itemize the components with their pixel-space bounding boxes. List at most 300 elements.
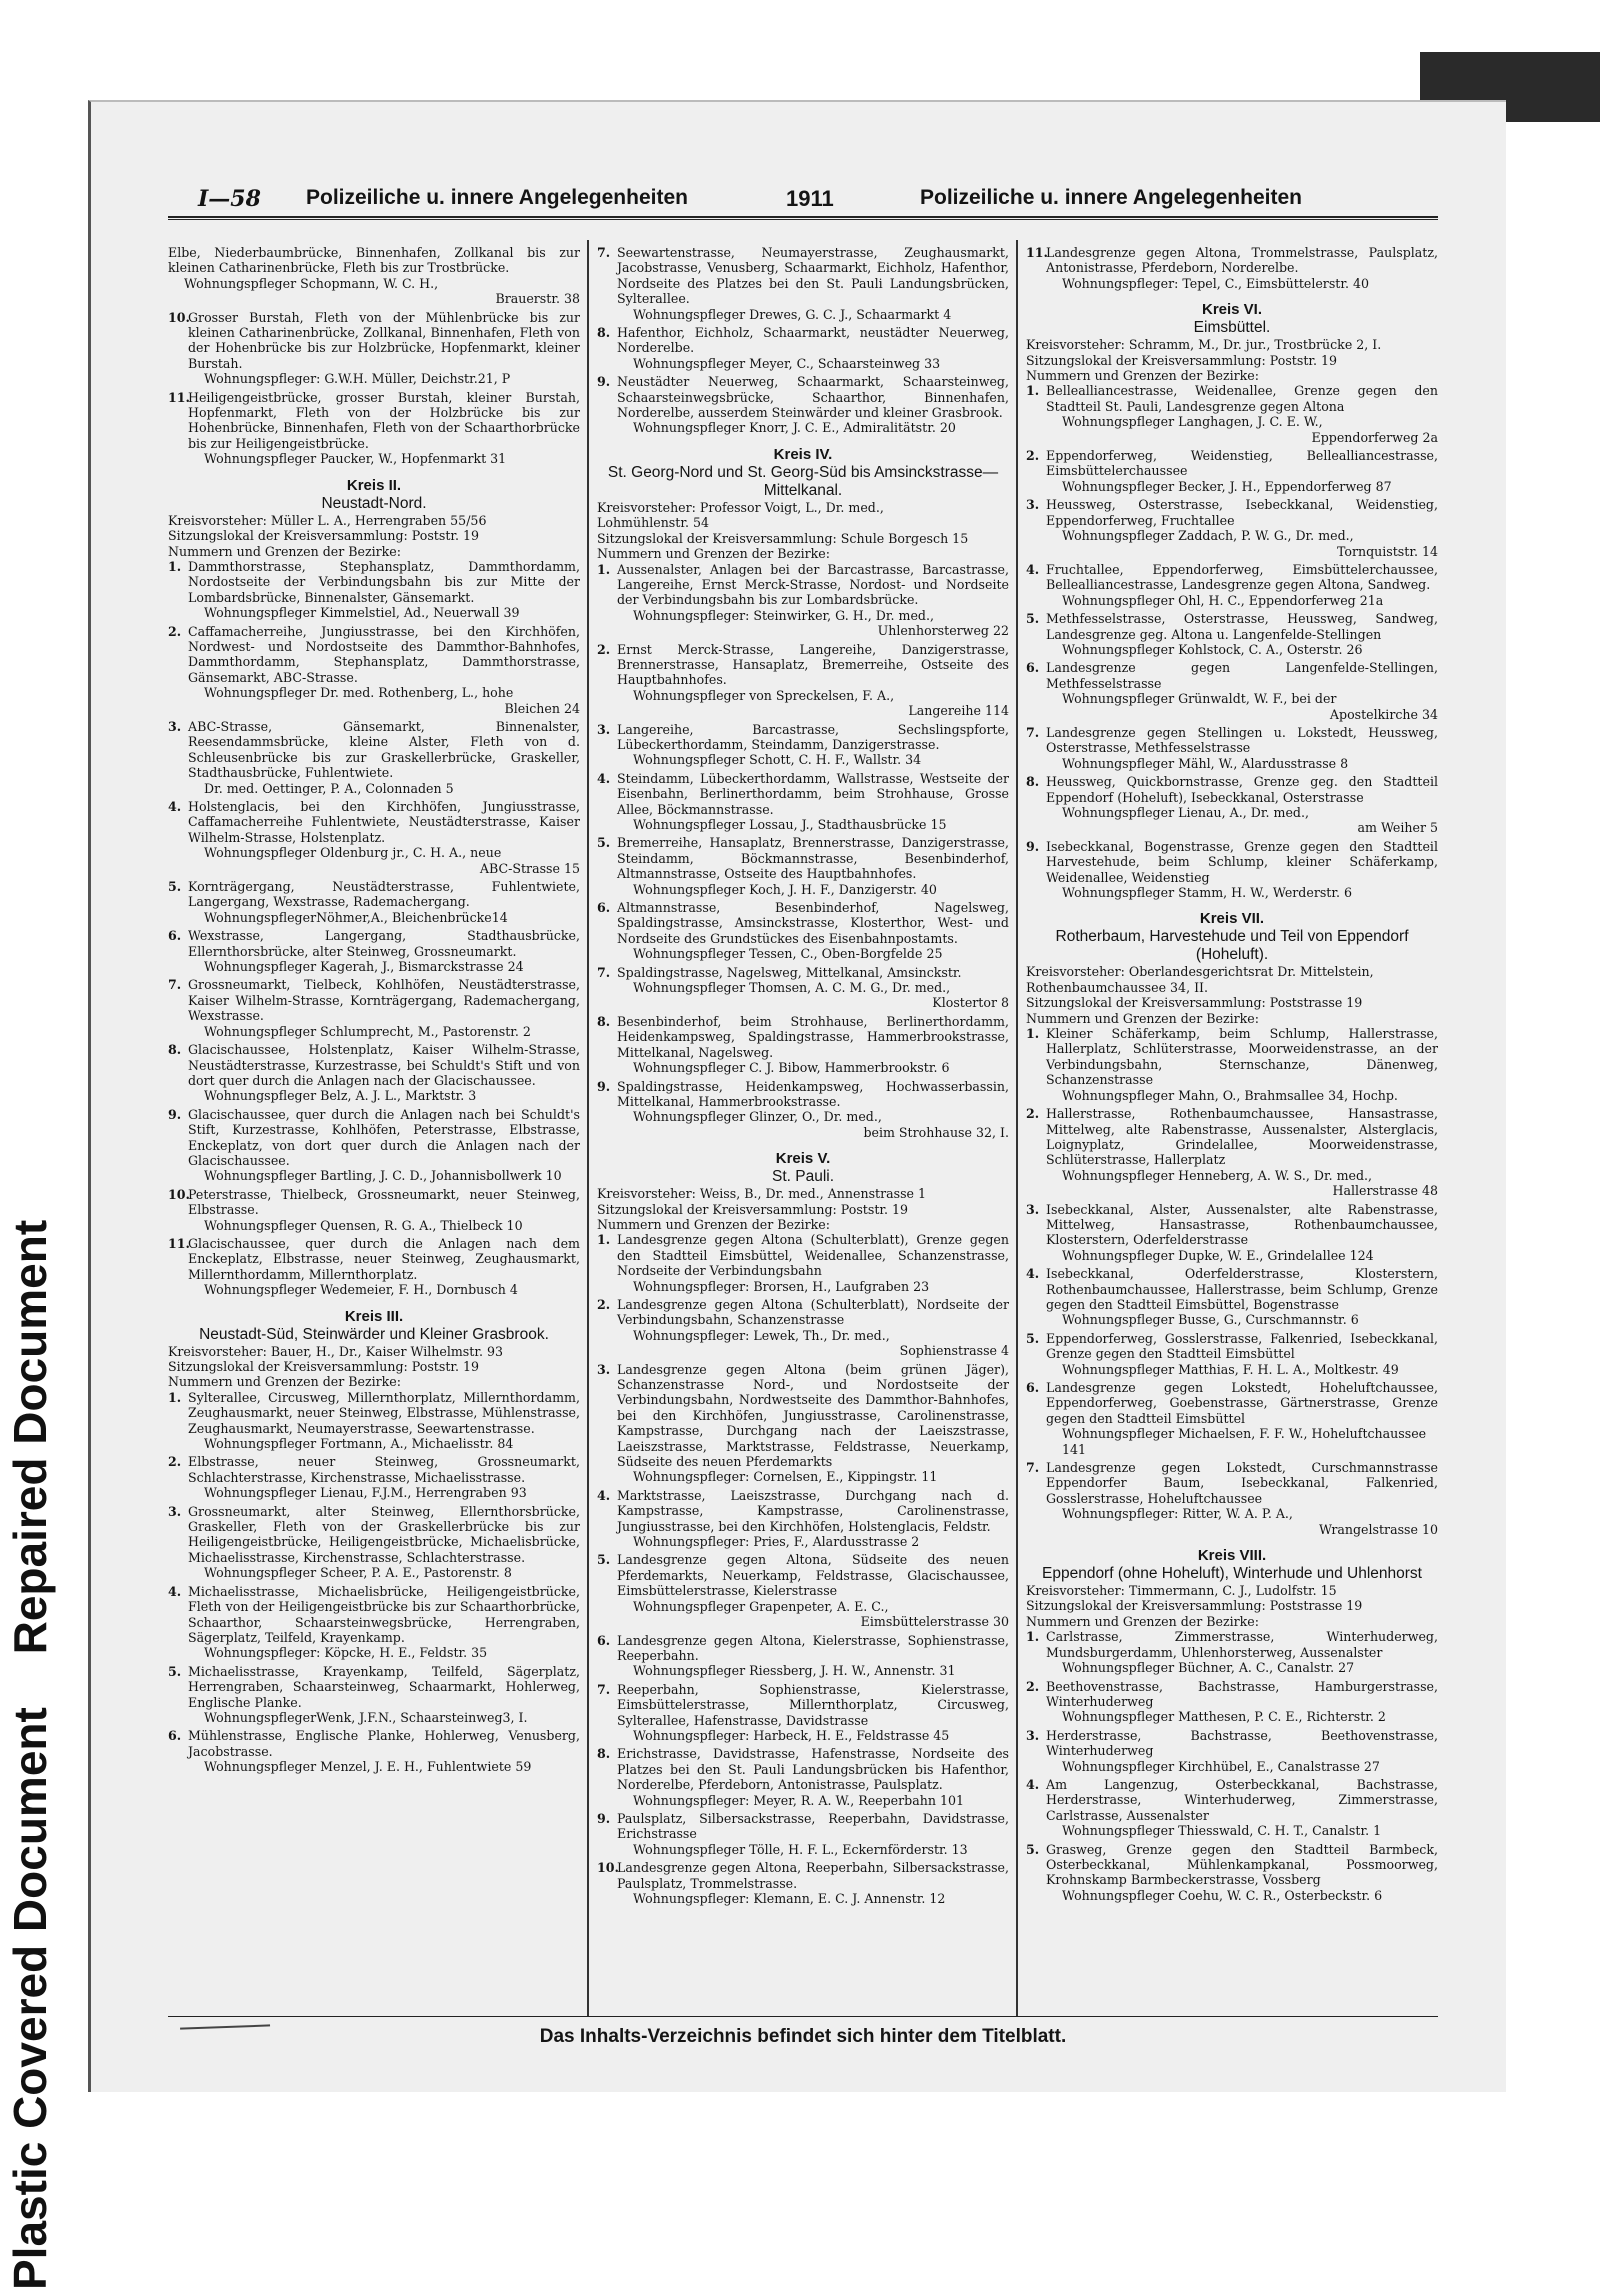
kreis-meta-line: Nummern und Grenzen der Bezirke: [597, 546, 830, 562]
district-number: 6. [1026, 660, 1040, 676]
housing-warden: Wohnungspfleger: Brorsen, H., Laufgraben 23 [633, 1278, 930, 1294]
kreis-meta [168, 513, 580, 559]
housing-warden: Wohnungspfleger Quensen, R. G. A., Thielbeck 10 [204, 1217, 523, 1233]
kreis-meta-line: Rothenbaumchaussee 34, II. [1026, 979, 1209, 995]
district-entry [168, 1107, 580, 1184]
district-boundaries: Kleiner Schäferkamp, beim Schlump, Hallerstrasse, Hallerplatz, Schlüterstrasse, Moorweidenstrasse, an der Verbindungsbahn, Sternschanze, Dänenweg, Schanzenstrasse [1046, 1026, 1438, 1088]
district-boundaries: Carlstrasse, Zimmerstrasse, Winterhuderweg, Mundsburgerdamm, Uhlenhorsterweg, Aussenalster [1046, 1629, 1438, 1660]
kreis-meta [597, 500, 1009, 562]
district-boundaries: Langereihe, Barcastrasse, Sechslingspforte, Lübeckerthordamm, Steindamm, Danzigerstrasse. [617, 721, 1009, 752]
district-number: 7. [597, 1681, 611, 1697]
housing-warden: Wohnungspfleger Mahn, O., Brahmsallee 34, Hochp. [1062, 1087, 1398, 1103]
district-number: 9. [597, 1810, 611, 1826]
kreis-meta [1026, 1583, 1438, 1629]
district-boundaries: Landesgrenze gegen Altona, Trommelstrasse, Paulsplatz, Antonistrasse, Pferdeborn, Norderelbe. [1046, 245, 1438, 276]
district-entry [168, 390, 580, 467]
district-boundaries: Kornträgergang, Neustädterstrasse, Fuhlentwiete, Langergang, Wexstrasse, Rademachergang. [188, 879, 580, 910]
district-entry [1026, 562, 1438, 608]
kreis-title: St. Pauli. [771, 1168, 835, 1186]
district-entry [1026, 1266, 1438, 1328]
district-number: 1. [1026, 1026, 1040, 1042]
warden-address: Klostertor 8 [932, 995, 1009, 1011]
district-boundaries: Mühlenstrasse, Englische Planke, Hohlerweg, Venusberg, Jacobstrasse. [188, 1728, 580, 1759]
district-boundaries: Heiligengeistbrücke, grosser Burstah, kleiner Burstah, Hopfenmarkt, Fleth von der Holzbrücke bis zur Hohenbrücke, Binnenhafen, Fleth von der Schaarthorbrücke bis zur Heiligengeistbrücke. [188, 389, 580, 451]
district-entry [597, 722, 1009, 768]
district-boundaries: Ernst Merck-Strasse, Langereihe, Danzigerstrasse, Brennerstrasse, Hansaplatz, Bremerreihe, Ostseite des Hauptbahnhofes. [617, 641, 1009, 688]
district-boundaries: Landesgrenze gegen Altona, Südseite des neuen Pferdemarkts, Neuerkamp, Feldstrasse, Glacischaussee, Eimsbüttelerstrasse, Kielerstrasse [617, 1552, 1009, 1599]
district-number: 4. [1026, 1776, 1040, 1792]
district-entry [1026, 611, 1438, 657]
housing-warden: Wohnungspfleger Grünwaldt, W. F., bei der [1062, 691, 1337, 707]
housing-warden: Wohnungspfleger Bartling, J. C. D., Johannisbollwerk 10 [204, 1168, 562, 1184]
district-boundaries: Fruchtallee, Eppendorferweg, Eimsbüttelerchaussee, Bellealliancestrasse, Landesgrenze gegen Altona, Sandweg. [1046, 561, 1438, 593]
district-number: 6. [597, 900, 611, 916]
kreis-meta-line: Kreisvorsteher: Schramm, M., Dr. jur., Trostbrücke 2, I. [1026, 337, 1382, 353]
district-boundaries: Besenbinderhof, beim Strohhause, Berlinerthordamm, Heidenkampsweg, Spaldingstrasse, Hammerbrookstrasse, Mittelkanal, Nagelsweg. [617, 1013, 1009, 1060]
district-boundaries: Landesgrenze gegen Altona, Kielerstrasse, Sophienstrasse, Reeperbahn. [617, 1632, 1009, 1663]
district-entry [597, 1811, 1009, 1857]
kreis-title: Neustadt-Süd, Steinwärder und Kleiner Grasbrook. [199, 1325, 549, 1343]
district-entry [597, 1633, 1009, 1679]
district-entry [1026, 1106, 1438, 1198]
district-number: 3. [1026, 497, 1040, 513]
housing-warden: Wohnungspfleger: Ritter, W. A. P. A., [1062, 1506, 1293, 1522]
kreis-heading: Kreis V. [775, 1150, 831, 1168]
housing-warden: Wohnungspfleger Wedemeier, F. H., Dornbusch 4 [204, 1282, 518, 1298]
district-boundaries: Hafenthor, Eichholz, Schaarmarkt, neustädter Neuerweg, Norderelbe. [617, 325, 1009, 356]
warden-address: Sophienstrasse 4 [899, 1343, 1009, 1359]
housing-warden: Wohnungspfleger Paucker, W., Hopfenmarkt 31 [204, 451, 507, 467]
district-boundaries: Holstenglacis, bei den Kirchhöfen, Jungiusstrasse, Caffamacherreihe Fuhlentwiete, Neustädterstrasse, Kaiser Wilhelm-Strasse, Holstenplatz. [188, 799, 580, 845]
district-entry [597, 245, 1009, 322]
housing-warden: Wohnungspfleger Ohl, H. C., Eppendorferweg 21a [1062, 592, 1384, 608]
district-boundaries: Hallerstrasse, Rothenbaumchaussee, Hansastrasse, Mittelweg, alte Rabenstrasse, Aussenalster, Alsterglacis, Loignyplatz, Grindelallee, Moorweidenstrasse, Schlüterstrasse, Hallerplatz [1046, 1106, 1438, 1168]
district-boundaries: Marktstrasse, Laeiszstrasse, Durchgang nach d. Kampstrasse, Kampstrasse, Carolinenstrasse, Jungiusstrasse, bei den Kirchhöfen, Holstenglacis, Feldstr. [617, 1487, 1009, 1534]
district-entry [597, 1297, 1009, 1359]
side-label-text-1: Plastic Covered Document [4, 1707, 56, 2290]
district-boundaries: Glacischaussee, Holstenplatz, Kaiser Wilhelm-Strasse, Neustädterstrasse, Kurzestrasse, bei Schuldt's Stift und von dort quer durch die Anlagen nach der Glacischaussee. [188, 1042, 580, 1088]
housing-warden: Wohnungspfleger Scheer, P. A. E., Pastorenstr. 8 [204, 1565, 512, 1581]
housing-warden: Wohnungspfleger Tessen, C., Oben-Borgfelde 25 [633, 946, 943, 962]
district-boundaries: Eppendorferweg, Gosslerstrasse, Falkenried, Isebeckkanal, Grenze gegen den Stadtteil Eimsbüttel [1046, 1330, 1438, 1362]
district-number: 2. [597, 1296, 611, 1312]
footer-note: Das Inhalts-Verzeichnis befindet sich hinter dem Titelblatt. [539, 2026, 1067, 2047]
kreis-meta-line: Nummern und Grenzen der Bezirke: [597, 1216, 830, 1232]
housing-warden: Wohnungspfleger Lossau, J., Stadthausbrücke 15 [633, 817, 947, 832]
district-entry [1026, 725, 1438, 771]
header-rule-thin [168, 219, 1438, 220]
district-entry [1026, 497, 1438, 559]
district-number: 9. [1026, 838, 1040, 854]
housing-warden: Wohnungspfleger Lienau, A., Dr. med., [1062, 805, 1309, 820]
district-entry [1026, 1728, 1438, 1774]
kreis-meta-line: Nummern und Grenzen der Bezirke: [1026, 368, 1259, 384]
district-number: 11. [168, 1235, 190, 1251]
district-boundaries: Elbe, Niederbaumbrücke, Binnenhafen, Zollkanal bis zur kleinen Catharinenbrücke, Fleth bis zur Trostbrücke. [168, 245, 580, 276]
district-boundaries: Landesgrenze gegen Lokstedt, Curschmannstrasse Eppendorfer Baum, Isebeckkanal, Falkenried, Gosslerstrasse, Hoheluftchaussee [1046, 1460, 1438, 1506]
column-1 [168, 245, 580, 2015]
housing-warden: Wohnungspfleger Lienau, F.J.M., Herrengraben 93 [204, 1485, 527, 1501]
housing-warden: Wohnungspfleger Coehu, W. C. R., Osterbeckstr. 6 [1062, 1887, 1383, 1903]
district-number: 10. [168, 1186, 190, 1202]
district-boundaries: Michaelisstrasse, Krayenkamp, Teilfeld, Sägerplatz, Herrengraben, Schaarsteinweg, Schaarmarkt, Hohlerweg, Englische Planke. [188, 1663, 580, 1710]
district-entry [597, 1860, 1009, 1906]
housing-warden: Wohnungspfleger Busse, G., Curschmannstr. 6 [1062, 1312, 1359, 1328]
district-boundaries: Altmannstrasse, Besenbinderhof, Nagelsweg, Spaldingstrasse, Amsinckstrasse, Klosterthor, West- und Nordseite des Grundstückes des Eisenbahnpostamts. [617, 900, 1009, 946]
kreis-heading: Kreis VIII. [1197, 1547, 1267, 1565]
district-entry [597, 562, 1009, 639]
district-entry [597, 1488, 1009, 1550]
district-entry [597, 374, 1009, 436]
housing-warden: Wohnungspfleger: Tepel, C., Eimsbüttelerstr. 40 [1062, 275, 1370, 291]
district-boundaries: Steindamm, Lübeckerthordamm, Wallstrasse, Westseite der Eisenbahn, Berlinerthordamm, beim Strohhause, Grosse Allee, Böckmannstrasse. [617, 770, 1009, 817]
housing-warden: Wohnungspfleger Henneberg, A. W. S., Dr. med., [1062, 1167, 1373, 1183]
district-number: 7. [597, 245, 611, 260]
district-entry [1026, 839, 1438, 901]
district-number: 5. [1026, 1841, 1040, 1857]
district-boundaries: Spaldingstrasse, Nagelsweg, Mittelkanal, Amsinckstr. [617, 964, 962, 980]
district-entry [1026, 383, 1438, 445]
district-number: 4. [168, 1583, 182, 1599]
housing-warden: WohnungspflegerWenk, J.F.N., Schaarsteinweg3, I. [204, 1709, 528, 1725]
district-boundaries: Bellealliancestrasse, Weidenallee, Grenze gegen den Stadtteil St. Pauli, Landesgrenze gegen Altona [1046, 383, 1438, 414]
kreis-meta-line: Sitzungslokal der Kreisversammlung: Poststr. 19 [1026, 352, 1338, 368]
housing-warden: Wohnungspfleger Riessberg, J. H. W., Annenstr. 31 [633, 1663, 956, 1679]
column-3 [1026, 245, 1438, 2015]
district-boundaries: Seewartenstrasse, Neumayerstrasse, Zeughausmarkt, Jacobstrasse, Venusberg, Schaarmarkt, Eichholz, Hafenthor, Nordseite des Platzes bei den St. Pauli Landungsbrücken, Sylterallee. [617, 245, 1009, 307]
kreis-meta-line: Kreisvorsteher: Professor Voigt, L., Dr. med., [597, 499, 884, 515]
housing-warden: Wohnungspfleger Matthesen, P. C. E., Richterstr. 2 [1062, 1709, 1386, 1725]
district-number: 7. [597, 964, 611, 980]
page-header [110, 186, 1340, 214]
district-number: 11. [1026, 245, 1048, 260]
district-boundaries: Landesgrenze gegen Altona (beim grünen Jäger), Schanzenstrasse Nord-, und Nordostseite der Verbindungsbahn, Nordwestseite des Dammthor-Bahnhofes, bei den Kirchhöfen, Jungiusstrasse, Carolinenstrasse, Kampstrasse, Durchgang nach der Laeiszstrasse, Laeiszstrasse, Marktstrasse, Feldstrasse, Neuerkamp, Südseite des neuen Pferdemarkts [617, 1361, 1009, 1470]
district-boundaries: ABC-Strasse, Gänsemarkt, Binnenalster, Reesendammsbrücke, kleine Alster, Fleth von d. Schleusenbrücke bis zur Graskellerbrücke, Graskeller, Stadthausbrücke, Fuhlentwiete. [188, 718, 580, 781]
housing-warden: Wohnungspfleger Matthias, F. H. L. A., Moltkestr. 49 [1062, 1361, 1399, 1377]
district-entry [168, 1042, 580, 1104]
district-number: 9. [597, 1078, 611, 1094]
kreis-meta-line: Kreisvorsteher: Timmermann, C. J., Ludolfstr. 15 [1026, 1583, 1337, 1599]
district-entry [597, 1232, 1009, 1294]
district-entry [168, 977, 580, 1039]
district-boundaries: Sylterallee, Circusweg, Millernthorplatz, Millernthordamm, Zeughausmarkt, neuer Steinweg, Elbstrasse, Mühlenstrasse, Zeughausmarkt, Neumayerstrasse, Seewartenstrasse. [188, 1389, 580, 1436]
district-number: 3. [597, 721, 611, 737]
district-entry [1026, 448, 1438, 494]
district-number: 5. [168, 879, 182, 895]
district-entry [168, 1236, 580, 1298]
district-number: 6. [168, 928, 182, 944]
housing-warden: Wohnungspfleger: Lewek, Th., Dr. med., [633, 1327, 890, 1343]
district-entry [168, 624, 580, 716]
page-number: I—58 [198, 186, 261, 212]
district-entry [1026, 1202, 1438, 1264]
housing-warden: Wohnungspfleger Mähl, W., Alardusstrasse 8 [1062, 755, 1349, 771]
district-number: 3. [168, 1503, 182, 1519]
district-entry [597, 1682, 1009, 1744]
kreis-meta-line: Sitzungslokal der Kreisversammlung: Poststrasse 19 [1026, 1598, 1363, 1614]
district-entry [168, 1454, 580, 1500]
district-entry [1026, 1460, 1438, 1537]
district-boundaries: Paulsplatz, Silbersackstrasse, Reeperbahn, Davidstrasse, Erichstrasse [617, 1810, 1009, 1842]
kreis-meta-line: Sitzungslokal der Kreisversammlung: Poststr. 19 [168, 528, 480, 544]
district-number: 6. [168, 1728, 182, 1744]
kreis-meta [597, 1186, 1009, 1232]
district-number: 8. [597, 325, 611, 341]
kreis-meta-line: Sitzungslokal der Kreisversammlung: Poststr. 19 [168, 1359, 480, 1374]
district-boundaries: Erichstrasse, Davidstrasse, Hafenstrasse, Nordseite des Platzes bei den St. Pauli Landungsbrücken bis Hafenthor, Norderelbe, Pferdeborn, Antonistrasse, Paulsplatz. [617, 1746, 1009, 1793]
side-label-text-2: Repaired Document [4, 1219, 56, 1655]
housing-warden: Wohnungspfleger Belz, A. J. L., Marktstr. 3 [204, 1088, 477, 1104]
district-entry [1026, 1777, 1438, 1839]
kreis-meta-line: Nummern und Grenzen der Bezirke: [1026, 1010, 1259, 1026]
kreis-heading: Kreis VII. [1199, 910, 1265, 928]
housing-warden: Wohnungspfleger Glinzer, O., Dr. med., [633, 1109, 882, 1125]
district-boundaries: Elbstrasse, neuer Steinweg, Grossneumarkt, Schlachterstrasse, Kirchenstrasse, Michaelisstrasse. [188, 1454, 580, 1485]
district-boundaries: Landesgrenze gegen Altona, Reeperbahn, Silbersackstrasse, Paulsplatz, Trommelstrasse. [617, 1860, 1009, 1891]
district-entry [1026, 1380, 1438, 1457]
district-boundaries: Peterstrasse, Thielbeck, Grossneumarkt, neuer Steinweg, Elbstrasse. [188, 1186, 580, 1218]
district-boundaries: Spaldingstrasse, Heidenkampsweg, Hochwasserbassin, Mittelkanal, Hammerbrookstrasse. [617, 1078, 1009, 1109]
district-number: 11. [168, 389, 190, 405]
district-entry [597, 642, 1009, 719]
warden-address: ABC-Strasse 15 [479, 860, 580, 876]
district-number: 7. [1026, 1460, 1040, 1476]
housing-warden: Wohnungspfleger: Steinwirker, G. H., Dr. med., [633, 607, 934, 623]
district-entry [597, 1552, 1009, 1629]
warden-address: Eppendorferweg 2a [1311, 429, 1438, 445]
warden-address: Uhlenhorsterweg 22 [877, 623, 1009, 639]
district-number: 6. [597, 1632, 611, 1648]
warden-address: Bleichen 24 [504, 700, 580, 716]
district-entry [1026, 1026, 1438, 1103]
district-number: 5. [168, 1663, 182, 1679]
housing-warden: Wohnungspfleger Oldenburg jr., C. H. A., neue [204, 845, 502, 861]
district-number: 3. [1026, 1727, 1040, 1743]
district-boundaries: Grossneumarkt, Tielbeck, Kohlhöfen, Neustädterstrasse, Kaiser Wilhelm-Strasse, Kornträgergang, Rademachergang, Wexstrasse. [188, 977, 580, 1024]
kreis-heading: Kreis II. [346, 476, 402, 494]
housing-warden: Wohnungspfleger Kagerah, J., Bismarckstrasse 24 [204, 959, 524, 975]
district-boundaries: Glacischaussee, quer durch die Anlagen nach bei Schuldt's Stift, Kurzestrasse, Kohlhöfen, Peterstrasse, Elbstrasse, Enckeplatz, von dort quer durch die Anlagen nach der Glacischaussee. [188, 1106, 580, 1168]
district-number: 4. [1026, 561, 1040, 577]
kreis-title: Rotherbaum, Harvestehude und Teil von Eppendorf (Hoheluft). [1055, 928, 1409, 964]
kreis-heading: Kreis IV. [773, 445, 833, 463]
district-boundaries: Michaelisstrasse, Michaelisbrücke, Heiligengeistbrücke, Fleth von der Heiligengeistbrücke bis zur Schaarthorbrücke, Schaarthor, Schaarsteinwegsbrücke, Herrengraben, Sägerplatz, Teilfeld, Krayenkamp. [188, 1583, 580, 1645]
district-number: 1. [1026, 1629, 1040, 1645]
district-boundaries: Isebeckkanal, Alster, Aussenalster, alte Rabenstrasse, Mittelweg, Hansastrasse, Rothenbaumchaussee, Klosterstern, Oderfelderstrasse [1046, 1201, 1438, 1248]
district-number: 8. [597, 1013, 611, 1029]
district-entry [168, 1187, 580, 1233]
district-number: 5. [1026, 1330, 1040, 1346]
district-boundaries: Isebeckkanal, Bogenstrasse, Grenze gegen den Stadtteil Harvestehude, beim Schlump, kleiner Schäferkamp, Weidenallee, Weidenstieg [1046, 838, 1438, 885]
district-number: 5. [597, 835, 611, 851]
district-number: 10. [168, 309, 190, 325]
housing-warden: Wohnungspfleger: Köpcke, H. E., Feldstr. 35 [204, 1645, 488, 1661]
housing-warden: Wohnungspfleger Grapenpeter, A. E. C., [633, 1598, 889, 1614]
district-entry [168, 1664, 580, 1726]
district-entry [168, 719, 580, 796]
district-boundaries: Neustädter Neuerweg, Schaarmarkt, Schaarsteinweg, Schaarsteinwegsbrücke, Schaarthor, Binnenhafen, Norderelbe, ausserdem Steinwärder und kleiner Grasbrook. [617, 374, 1009, 421]
district-number: 2. [168, 623, 182, 639]
housing-warden: Wohnungspfleger: Harbeck, H. E., Feldstrasse 45 [633, 1727, 950, 1743]
footer-rule [168, 2016, 1438, 2017]
district-number: 1. [168, 558, 182, 574]
district-boundaries: Methfesselstrasse, Osterstrasse, Heussweg, Sandweg, Landesgrenze geg. Altona u. Langenfelde-Stellingen [1046, 611, 1438, 642]
district-boundaries: Caffamacherreihe, Jungiusstrasse, bei den Kirchhöfen, Nordwest- und Nordostseite des Dammthor-Bahnhofes, Dammthordamm, Stephansplatz, Dammthorstrasse, Gänsemarkt, ABC-Strasse. [188, 623, 580, 685]
kreis-meta [1026, 337, 1438, 383]
district-number: 1. [168, 1389, 182, 1405]
district-number: 3. [597, 1361, 611, 1377]
district-entry [597, 900, 1009, 962]
district-number: 2. [1026, 448, 1040, 464]
header-right-title: Polizeiliche u. innere Angelegenheiten [920, 186, 1302, 209]
district-number: 8. [1026, 774, 1040, 790]
housing-warden: Wohnungspfleger: Cornelsen, E., Kippingstr. 11 [633, 1469, 938, 1485]
warden-address: Apostelkirche 34 [1329, 706, 1438, 722]
district-number: 1. [597, 561, 611, 577]
district-boundaries: Glacischaussee, quer durch die Anlagen nach dem Enckeplatz, Elbstrasse, neuer Steinweg, Zeughausmarkt, Millernthordamm, Millernthorplatz. [188, 1235, 580, 1282]
housing-warden: Wohnungspfleger Thomsen, A. C. M. G., Dr. med., [633, 980, 951, 996]
housing-warden: Wohnungspfleger Thiesswald, C. H. T., Canalstr. 1 [1062, 1823, 1382, 1839]
housing-warden: Wohnungspfleger: Pries, F., Alardusstrasse 2 [633, 1534, 920, 1550]
district-boundaries: Landesgrenze gegen Altona (Schulterblatt), Nordseite der Verbindungsbahn, Schanzenstrasse [617, 1296, 1009, 1328]
district-entry [597, 325, 1009, 371]
district-number: 6. [1026, 1380, 1040, 1395]
district-boundaries: Grosser Burstah, Fleth von der Mühlenbrücke bis zur kleinen Catharinenbrücke, Zollkanal, Binnenhafen, Fleth von der Hohenbrücke bis zur Holzbrücke, Hopfenmarkt, kleiner Burstah. [188, 309, 580, 371]
housing-warden: Wohnungspfleger Becker, J. H., Eppendorferweg 87 [1062, 478, 1392, 494]
district-number: 2. [1026, 1106, 1040, 1122]
district-number: 4. [1026, 1266, 1040, 1282]
warden-address: Langereihe 114 [908, 703, 1009, 719]
district-entry [168, 879, 580, 925]
district-number: 8. [597, 1746, 611, 1762]
district-boundaries: Landesgrenze gegen Lokstedt, Hoheluftchaussee, Eppendorferweg, Goebenstrasse, Gärtnerstrasse, Grenze gegen den Stadtteil Eimsbüttel [1046, 1380, 1438, 1426]
kreis-meta-line: Sitzungslokal der Kreisversammlung: Poststrasse 19 [1026, 995, 1363, 1011]
kreis-heading: Kreis III. [344, 1307, 404, 1325]
district-number: 9. [168, 1106, 182, 1122]
kreis-title: St. Georg-Nord und St. Georg-Süd bis Amsinckstrasse—Mittelkanal. [607, 463, 999, 499]
district-number: 4. [168, 799, 182, 814]
kreis-meta [168, 1344, 580, 1390]
district-boundaries: Beethovenstrasse, Bachstrasse, Hamburgerstrasse, Winterhuderweg [1046, 1678, 1438, 1709]
kreis-meta-line: Lohmühlenstr. 54 [597, 515, 710, 531]
housing-warden: Wohnungspfleger Michaelsen, F. F. W., Hoheluftchaussee 141 [1062, 1426, 1427, 1457]
housing-warden: Dr. med. Oettinger, P. A., Colonnaden 5 [204, 780, 454, 796]
kreis-meta-line: Sitzungslokal der Kreisversammlung: Poststr. 19 [597, 1201, 909, 1217]
district-boundaries: Bremerreihe, Hansaplatz, Brennerstrasse, Danzigerstrasse, Steindamm, Böckmannstrasse, Besenbinderhof, Altmannstrasse, Ostseite des Hauptbahnhofes. [617, 835, 1009, 882]
housing-warden: Wohnungspfleger: G.W.H. Müller, Deichstr.21, P [204, 371, 511, 387]
column-divider-2 [1016, 240, 1018, 2016]
district-number: 9. [597, 374, 611, 390]
district-number: 4. [597, 770, 611, 786]
district-number: 2. [1026, 1678, 1040, 1694]
district-number: 7. [1026, 724, 1040, 740]
header-rule [168, 216, 1438, 218]
district-boundaries: Heussweg, Osterstrasse, Isebeckkanal, Weidenstieg, Eppendorferweg, Fruchtallee [1046, 497, 1438, 528]
kreis-title: Eppendorf (ohne Hoheluft), Winterhude und Uhlenhorst [1042, 1565, 1422, 1583]
district-entry [1026, 660, 1438, 722]
housing-warden: Wohnungspfleger Koch, J. H. F., Danzigerstr. 40 [633, 881, 937, 897]
district-number: 8. [168, 1042, 182, 1058]
district-entry [1026, 1679, 1438, 1725]
district-boundaries: Eppendorferweg, Weidenstieg, Bellealliancestrasse, Eimsbüttelerchaussee [1046, 448, 1438, 479]
district-entry [168, 245, 580, 307]
housing-warden: Wohnungspfleger Fortmann, A., Michaelisstr. 84 [204, 1436, 514, 1452]
header-left-title: Polizeiliche u. innere Angelegenheiten [306, 186, 688, 209]
district-number: 3. [1026, 1201, 1040, 1217]
district-entry [1026, 1842, 1438, 1904]
housing-warden: Wohnungspfleger Langhagen, J. C. E. W., [1062, 414, 1323, 430]
district-entry [597, 1014, 1009, 1076]
header-year: 1911 [786, 186, 834, 211]
side-label [0, 700, 60, 2290]
district-entry [168, 1504, 580, 1581]
district-entry [1026, 1331, 1438, 1377]
housing-warden: Wohnungspfleger Stamm, H. W., Werderstr. 6 [1062, 885, 1353, 901]
warden-address: beim Strohhause 32, I. [863, 1124, 1009, 1140]
housing-warden: Wohnungspfleger Schott, C. H. F., Wallstr. 34 [633, 752, 922, 768]
district-entry [597, 1079, 1009, 1141]
kreis-meta-line: Kreisvorsteher: Bauer, H., Dr., Kaiser Wilhelmstr. 93 [168, 1343, 503, 1359]
district-entry [168, 928, 580, 974]
kreis-meta-line: Sitzungslokal der Kreisversammlung: Schule Borgesch 15 [597, 530, 969, 546]
kreis-meta-line: Nummern und Grenzen der Bezirke: [168, 1374, 401, 1390]
housing-warden: Wohnungspfleger Knorr, J. C. E., Admiralitätstr. 20 [633, 420, 956, 436]
district-entry [597, 835, 1009, 897]
housing-warden: Wohnungspfleger Kohlstock, C. A., Osterstr. 26 [1062, 641, 1363, 657]
district-boundaries: Dammthorstrasse, Stephansplatz, Dammthordamm, Nordostseite der Verbindungsbahn bis zur Mitte der Lombardsbrücke, Binnenalster, Gänsemarkt. [188, 558, 580, 605]
housing-warden: Wohnungspfleger Büchner, A. C., Canalstr. 27 [1062, 1660, 1355, 1676]
district-entry [1026, 774, 1438, 836]
housing-warden: Wohnungspfleger Dupke, W. E., Grindelallee 124 [1062, 1247, 1374, 1263]
district-number: 1. [1026, 383, 1040, 399]
district-number: 1. [597, 1232, 611, 1248]
district-boundaries: Isebeckkanal, Oderfelderstrasse, Klosterstern, Rothenbaumchaussee, Hallerstrasse, beim Schlump, Grenze gegen den Stadtteil Eimsbüttel, Bogenstrasse [1046, 1266, 1438, 1312]
housing-warden: Wohnungspfleger Dr. med. Rothenberg, L., hohe [204, 685, 514, 701]
warden-address: Tornquiststr. 14 [1336, 543, 1438, 559]
kreis-title: Eimsbüttel. [1193, 319, 1271, 337]
housing-warden: Wohnungspfleger Meyer, C., Schaarsteinweg 33 [633, 355, 941, 371]
housing-warden: Wohnungspfleger von Spreckelsen, F. A., [633, 687, 895, 703]
district-entry [168, 1728, 580, 1774]
housing-warden: Wohnungspfleger Zaddach, P. W. G., Dr. med., [1062, 528, 1354, 544]
district-entry [168, 799, 580, 876]
district-number: 3. [168, 718, 182, 734]
district-entry [597, 771, 1009, 833]
district-boundaries: Herderstrasse, Bachstrasse, Beethovenstrasse, Winterhuderweg [1046, 1727, 1438, 1759]
kreis-heading: Kreis VI. [1201, 301, 1263, 319]
district-boundaries: Landesgrenze gegen Stellingen u. Lokstedt, Heussweg, Osterstrasse, Methfesselstrasse [1046, 724, 1438, 756]
district-number: 2. [168, 1454, 182, 1470]
kreis-meta-line: Kreisvorsteher: Weiss, B., Dr. med., Annenstrasse 1 [597, 1186, 927, 1202]
housing-warden: Wohnungspfleger Drewes, G. C. J., Schaarmarkt 4 [633, 306, 952, 322]
district-boundaries: Aussenalster, Anlagen bei der Barcastrasse, Barcastrasse, Langereihe, Ernst Merck-Strasse, Nordost- und Nordseite der Verbindungsbahn bis zur Lombardsbrücke. [617, 561, 1009, 608]
district-boundaries: Heussweg, Quickbornstrasse, Grenze geg. den Stadtteil Eppendorf (Hoheluft), Isebeckkanal, Osterstrasse [1046, 774, 1438, 805]
district-number: 7. [168, 977, 182, 993]
district-entry [597, 1746, 1009, 1808]
housing-warden: Wohnungspfleger Tölle, H. F. L., Eckernförderstr. 13 [633, 1841, 968, 1857]
district-boundaries: Reeperbahn, Sophienstrasse, Kielerstrasse, Eimsbüttelerstrasse, Millernthorplatz, Circusweg, Sylterallee, Hafenstrasse, Davidstrasse [617, 1681, 1009, 1728]
housing-warden: Wohnungspfleger Schlumprecht, M., Pastorenstr. 2 [204, 1023, 531, 1039]
kreis-meta [1026, 964, 1438, 1026]
column-2 [597, 245, 1009, 2015]
housing-warden: Wohnungspfleger C. J. Bibow, Hammerbrookstr. 6 [633, 1060, 950, 1076]
district-entry [168, 1584, 580, 1661]
warden-address: Wrangelstrasse 10 [1318, 1521, 1438, 1537]
housing-warden: Wohnungspfleger: Meyer, R. A. W., Reeperbahn 101 [633, 1792, 964, 1808]
district-number: 4. [597, 1487, 611, 1503]
district-boundaries: Wexstrasse, Langergang, Stadthausbrücke, Ellernthorsbrücke, alter Steinweg, Grossneumarkt. [188, 928, 580, 959]
district-entry [597, 965, 1009, 1011]
